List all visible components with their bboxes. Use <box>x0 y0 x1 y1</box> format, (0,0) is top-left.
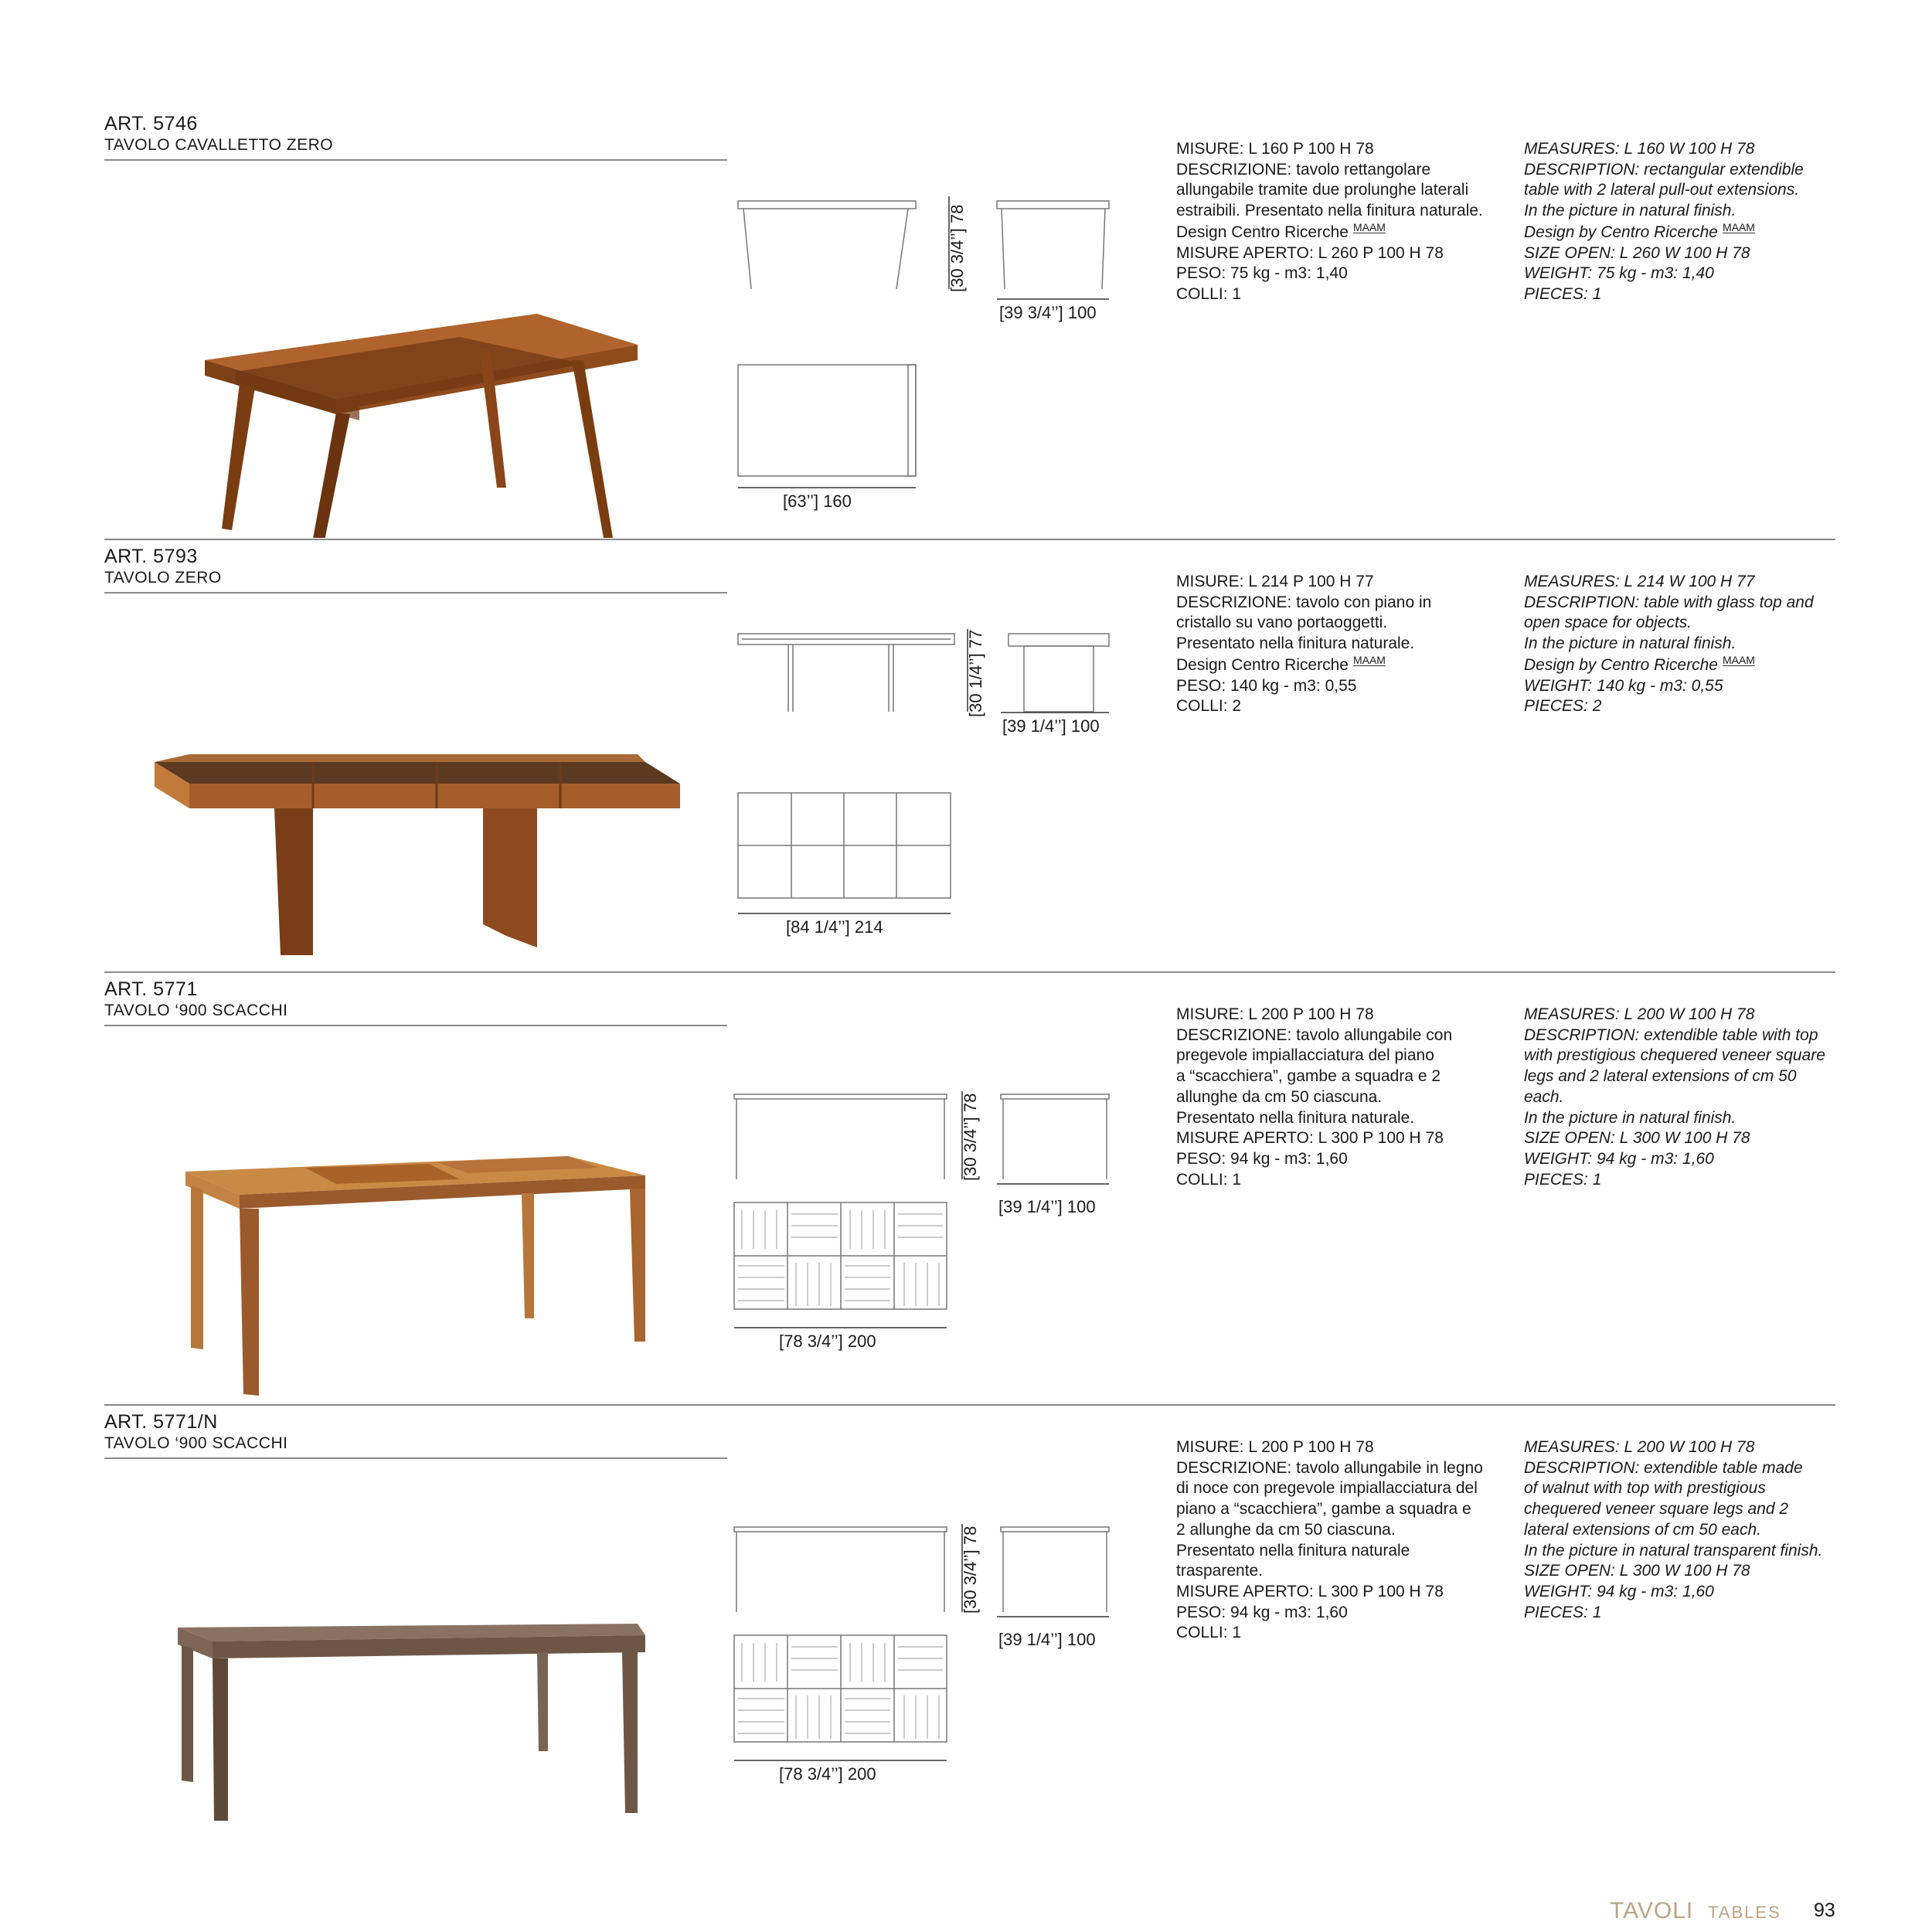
spec-line: cristallo su vano portaoggetti. <box>1176 614 1388 632</box>
description-en <box>1524 572 1856 717</box>
spec-line: WEIGHT: 94 kg - m3: 1,60 <box>1524 1582 1714 1600</box>
maam-logo: MAAM <box>1352 653 1386 666</box>
spec-line: DESCRIZIONE: tavolo con piano in <box>1176 593 1432 611</box>
article-name: TAVOLO ‘900 SCACCHI <box>104 1002 288 1019</box>
maam-logo: MAAM <box>1352 220 1386 233</box>
spec-line: allunghe da cm 50 ciascuna. <box>1176 1087 1383 1106</box>
spec-line: chequered veneer square legs and 2 <box>1524 1500 1789 1519</box>
description-it <box>1176 572 1501 717</box>
maam-logo: MAAM <box>1722 653 1755 666</box>
spec-line: estraibili. Presentato nella finitura naturale. <box>1176 202 1483 220</box>
section-divider <box>104 539 1835 540</box>
footer-category-en: TABLES <box>1708 1903 1781 1922</box>
spec-line: In the picture in natural finish. <box>1524 202 1736 220</box>
description-en <box>1524 1005 1856 1190</box>
spec-line: MEASURES: L 214 W 100 H 77 <box>1524 573 1755 590</box>
dim-height: [30 3/4’’] 78 <box>961 1526 980 1614</box>
spec-line: 2 allunghe da cm 50 ciascuna. <box>1176 1520 1396 1539</box>
spec-line: Presentato nella finitura naturale. <box>1176 1108 1415 1127</box>
spec-line: MEASURES: L 200 W 100 H 78 <box>1524 1005 1755 1023</box>
product-section-5793 <box>0 546 1932 978</box>
spec-line: of walnut with top with prestigious <box>1524 1479 1766 1498</box>
spec-line: open space for objects. <box>1524 614 1692 632</box>
design-credit: Design Centro Ricerche <box>1176 655 1349 674</box>
description-en <box>1524 1437 1856 1623</box>
spec-line <box>1524 222 1856 243</box>
spec-line: MISURE APERTO: L 300 P 100 H 78 <box>1176 1129 1444 1148</box>
dim-depth: [39 1/4’’] 100 <box>998 1630 1096 1649</box>
spec-line: DESCRIPTION: extendible table with top <box>1524 1026 1818 1044</box>
design-credit: Design by Centro Ricerche <box>1524 655 1718 674</box>
spec-line: trasparente. <box>1176 1562 1264 1580</box>
spec-line: DESCRIPTION: extendible table made <box>1524 1458 1803 1477</box>
spec-line: WEIGHT: 140 kg - m3: 0,55 <box>1524 676 1723 695</box>
spec-line: MISURE APERTO: L 300 P 100 H 78 <box>1176 1582 1444 1600</box>
maam-logo: MAAM <box>1722 220 1755 233</box>
dim-depth: [39 3/4’’] 100 <box>999 303 1097 322</box>
description-en <box>1524 139 1856 305</box>
spec-line: WEIGHT: 75 kg - m3: 1,40 <box>1524 264 1714 283</box>
spec-line: PESO: 94 kg - m3: 1,60 <box>1176 1603 1348 1621</box>
page-number: 93 <box>1814 1900 1835 1921</box>
spec-line: DESCRIZIONE: tavolo allungabile in legno <box>1176 1458 1483 1477</box>
section-divider <box>104 971 1835 973</box>
spec-line: piano a “scacchiera”, gambe a squadra e <box>1176 1500 1471 1519</box>
spec-line: PESO: 75 kg - m3: 1,40 <box>1176 264 1348 283</box>
spec-line: PIECES: 1 <box>1524 284 1602 303</box>
design-credit: Design Centro Ricerche <box>1176 223 1349 241</box>
spec-line: legs and 2 lateral extensions of cm 50 <box>1524 1067 1797 1086</box>
spec-line: di noce con pregevole impiallacciatura del <box>1176 1479 1478 1498</box>
spec-line: SIZE OPEN: L 300 W 100 H 78 <box>1524 1129 1750 1148</box>
product-section-5771 <box>0 978 1932 1411</box>
spec-line: DESCRIPTION: rectangular extendible <box>1524 160 1804 179</box>
product-section-5746 <box>0 113 1932 546</box>
spec-line: DESCRIZIONE: tavolo allungabile con <box>1176 1026 1453 1044</box>
spec-line <box>1176 222 1501 243</box>
description-it <box>1176 1005 1501 1190</box>
spec-line: MISURE APERTO: L 260 P 100 H 78 <box>1176 243 1444 262</box>
dim-length: [78 3/4’’] 200 <box>779 1764 876 1784</box>
article-name: TAVOLO ‘900 SCACCHI <box>104 1434 288 1452</box>
spec-line: In the picture in natural transparent finish. <box>1524 1541 1823 1560</box>
spec-line: COLLI: 1 <box>1176 1170 1242 1189</box>
spec-line: COLLI: 1 <box>1176 1624 1242 1642</box>
spec-line: WEIGHT: 94 kg - m3: 1,60 <box>1524 1149 1714 1168</box>
spec-line: Presentato nella finitura naturale <box>1176 1541 1410 1560</box>
spec-line: PESO: 140 kg - m3: 0,55 <box>1176 676 1357 695</box>
spec-line: DESCRIPTION: table with glass top and <box>1524 593 1814 611</box>
dim-length: [78 3/4’’] 200 <box>779 1332 876 1351</box>
dim-depth: [39 1/4’’] 100 <box>998 1197 1096 1216</box>
spec-line: MISURE: L 200 P 100 H 78 <box>1176 1438 1374 1456</box>
spec-line: COLLI: 1 <box>1176 284 1242 303</box>
dim-depth: [39 1/4’’] 100 <box>1002 716 1100 736</box>
article-name: TAVOLO ZERO <box>104 569 222 587</box>
design-credit: Design by Centro Ricerche <box>1524 223 1718 241</box>
article-code: ART. 5771 <box>104 978 198 1000</box>
spec-line: PIECES: 1 <box>1524 1603 1602 1621</box>
spec-line: SIZE OPEN: L 300 W 100 H 78 <box>1524 1562 1750 1580</box>
article-code: ART. 5793 <box>104 546 198 567</box>
spec-line: COLLI: 2 <box>1176 697 1242 716</box>
spec-line: MEASURES: L 160 W 100 H 78 <box>1524 140 1755 158</box>
spec-line: table with 2 lateral pull-out extensions. <box>1524 181 1800 199</box>
spec-line <box>1524 655 1856 676</box>
spec-line: with prestigious chequered veneer square <box>1524 1046 1825 1065</box>
spec-line: PIECES: 2 <box>1524 697 1602 716</box>
spec-line: MEASURES: L 200 W 100 H 78 <box>1524 1438 1755 1456</box>
dim-height: [30 1/4’’] 77 <box>966 629 985 717</box>
footer-category-it: TAVOLI <box>1610 1898 1694 1923</box>
dim-height: [30 3/4’’] 78 <box>947 204 967 292</box>
article-code: ART. 5746 <box>104 113 198 134</box>
dim-height: [30 3/4’’] 78 <box>961 1093 980 1181</box>
spec-line: MISURE: L 200 P 100 H 78 <box>1176 1005 1374 1023</box>
spec-line: lateral extensions of cm 50 each. <box>1524 1520 1762 1539</box>
spec-line: MISURE: L 160 P 100 H 78 <box>1176 140 1374 158</box>
description-it <box>1176 1437 1501 1644</box>
dim-length: [84 1/4’’] 214 <box>786 917 883 937</box>
spec-line: DESCRIZIONE: tavolo rettangolare <box>1176 160 1431 179</box>
spec-line: SIZE OPEN: L 260 W 100 H 78 <box>1524 243 1750 262</box>
spec-line: In the picture in natural finish. <box>1524 1108 1736 1127</box>
spec-line: MISURE: L 214 P 100 H 77 <box>1176 573 1374 590</box>
section-divider <box>104 1404 1835 1406</box>
dim-length: [63’’] 160 <box>783 492 852 511</box>
product-section-5771n <box>0 1411 1932 1844</box>
spec-line <box>1176 655 1501 676</box>
spec-line: a “scacchiera”, gambe a squadra e 2 <box>1176 1067 1441 1086</box>
spec-line: PIECES: 1 <box>1524 1170 1602 1189</box>
description-it <box>1176 139 1501 305</box>
article-name: TAVOLO CAVALLETTO ZERO <box>104 136 334 154</box>
article-code: ART. 5771/N <box>104 1411 218 1433</box>
spec-line: PESO: 94 kg - m3: 1,60 <box>1176 1149 1348 1168</box>
spec-line: Presentato nella finitura naturale. <box>1176 634 1415 653</box>
spec-line: pregevole impiallacciatura del piano <box>1176 1046 1434 1065</box>
spec-line: In the picture in natural finish. <box>1524 634 1736 653</box>
spec-line: allungabile tramite due prolunghe laterali <box>1176 181 1469 199</box>
spec-line: each. <box>1524 1087 1564 1106</box>
